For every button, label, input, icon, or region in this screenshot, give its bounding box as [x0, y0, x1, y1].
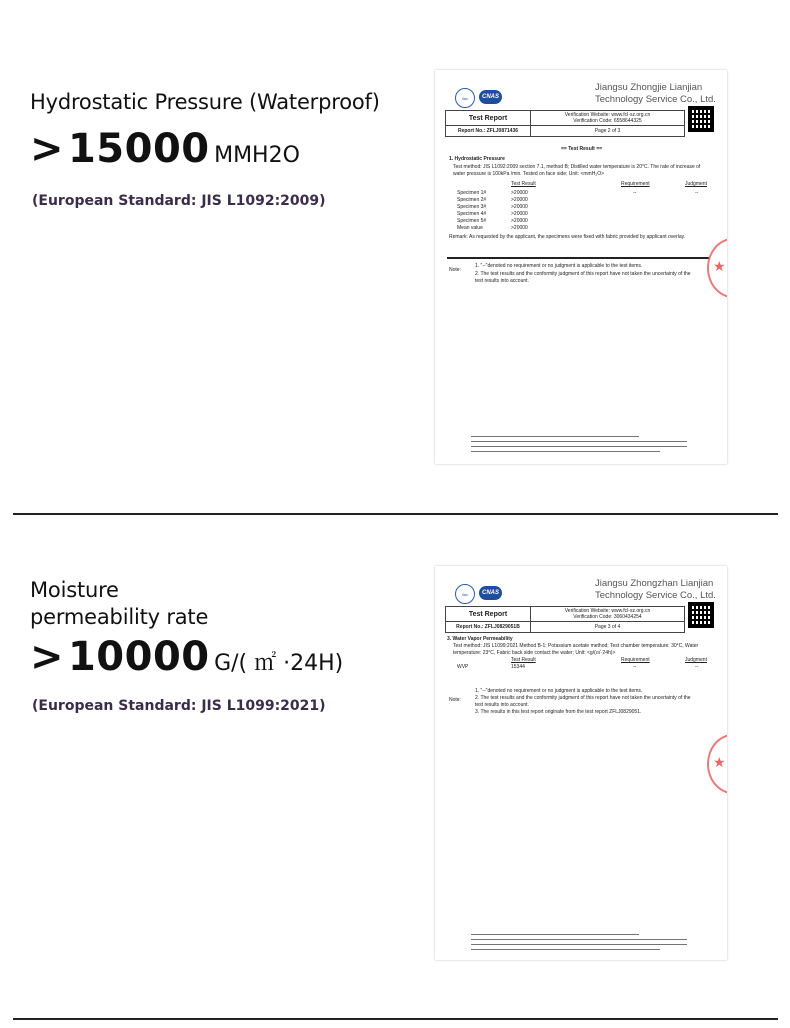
value-number: 10000: [67, 634, 210, 680]
verify-site: Verification Website: www.fcl-sz.org.cn: [564, 112, 651, 118]
test-report-thumbnail: ilac CNAS Jiangsu Zhongjie Lianjian Technology Service Co., Ltd. Test Report Verification Website: www.fcl-sz.org.cn Verification Code: 6558644325 Report No.: ZFLJ0871436 Page 2 of 3 == Test Result == 1. Hydrostatic Pressure Test method: JIS L1092:2009 section 7.1, method B; Distilled water temperature is 20°C. The rate of increase of water pressure is 100kPa /min. Tested on face side; Unit: <mmH₂O> Test Result Requirement Judgment Specimen 1# >20000 -- -- Specimen 2# >20000 Specimen 3# >20000 Specimen 4# >20000 Specimen 5# >20000 Mean value >20000 Remark: As requested by the applicant, the specimens were fixed with fabric provided by applicant overlay. Note: 1. "--"denoted no requirement or no judgment is applicable to the test items. 2. The test results and the conformity judgment of this report have not taken the uncertainty of the test results into account. ★ ▬▬▬▬▬▬▬▬▬▬▬▬▬▬▬▬▬▬▬▬▬▬▬▬▬▬▬▬▬▬▬▬▬▬▬▬▬▬▬▬▬▬▬▬▬▬▬▬▬▬▬▬▬▬▬▬ ▬▬▬▬▬▬▬▬▬▬▬▬▬▬▬▬▬▬▬▬▬▬▬▬▬▬▬▬▬▬▬▬▬▬▬▬▬▬▬▬▬▬▬▬▬▬▬▬▬▬▬▬▬▬▬▬▬▬▬▬▬▬▬▬▬▬▬▬▬▬▬▬ ▬▬▬▬▬▬▬▬▬▬▬▬▬▬▬▬▬▬▬▬▬▬▬▬▬▬▬▬▬▬▬▬▬▬▬▬▬▬▬▬▬▬▬▬▬▬▬▬▬▬▬▬▬▬▬▬▬▬▬▬▬▬▬▬▬▬▬▬▬▬▬▬ ▬▬▬▬▬▬▬▬▬▬▬▬▬▬▬▬▬▬▬▬▬▬▬▬▬▬▬▬▬▬▬▬▬▬▬▬▬▬▬▬▬▬▬▬▬▬▬▬▬▬▬▬▬▬▬▬▬▬▬▬▬▬▬: [435, 70, 727, 464]
test-item: 1. Hydrostatic Pressure: [449, 156, 505, 162]
row-value: >20000: [511, 204, 528, 210]
company-name: [595, 578, 716, 602]
note-1: 1. "--"denoted no requirement or no judgment is applicable to the test items.: [475, 688, 643, 694]
section-title: Hydrostatic Pressure (Waterproof): [30, 90, 380, 114]
remark: Remark: As requested by the applicant, the specimens were fixed with fabric provided by applicant overlay.: [449, 234, 686, 240]
greater-than-sign: >: [30, 634, 64, 680]
row-value: >20000: [511, 211, 528, 217]
section-title-line1: Moisture: [30, 578, 119, 602]
report-header-table: [445, 606, 685, 633]
verify-code: Verification Code: 6558644325: [573, 118, 642, 124]
company-name-line1: Jiangsu Zhongzhan Lianjian: [595, 578, 714, 589]
value-line: [30, 126, 300, 172]
col-judgment: Judgment: [685, 181, 707, 187]
note-3: test results into account.: [475, 278, 529, 284]
note-3: test results into account.: [475, 702, 529, 708]
value-unit: MMH2O: [214, 143, 300, 168]
page-number: Page 3 of 4: [531, 622, 685, 633]
report-number: Report No.: ZFLJ0871436: [446, 126, 531, 137]
company-name-line1: Jiangsu Zhongjie Lianjian: [595, 82, 703, 93]
section-divider: [13, 513, 778, 515]
col-test-result: Test Result: [511, 657, 536, 663]
row-label: Specimen 5#: [457, 218, 487, 224]
test-method: Test method: JIS L1099:2021 Method B-1; Potassium acetate method; Test chamber temperature: 30°C, Water: [453, 643, 699, 649]
test-method-cont: temperature: 23°C, Fabric back side contact the water; Unit: <g/(㎡·24h)>: [453, 650, 616, 656]
verify-info: [531, 607, 685, 622]
standard-label: (European Standard: JIS L1092:2009): [32, 193, 326, 209]
accreditation-logos: [455, 88, 502, 108]
note-2: 2. The test results and the conformity judgment of this report have not taken the uncertainty of the: [475, 695, 691, 701]
footer-fineprint: ▬▬▬▬▬▬▬▬▬▬▬▬▬▬▬▬▬▬▬▬▬▬▬▬▬▬▬▬▬▬▬▬▬▬▬▬▬▬▬▬▬▬▬▬▬▬▬▬▬▬▬▬▬▬▬▬: [471, 932, 639, 936]
col-requirement: Requirement: [621, 181, 650, 187]
company-name-line2: Technology Service Co., Ltd.: [595, 590, 716, 601]
test-item: 3. Water Vapor Permeability: [447, 636, 513, 642]
row-label: WVP: [457, 664, 469, 670]
divider: [447, 257, 709, 259]
note-4: 3. The results in this test report originate from the test report ZFLJ0829051.: [475, 709, 642, 715]
value-line: [30, 634, 343, 680]
col-judgment: Judgment: [685, 657, 707, 663]
standard-label: (European Standard: JIS L1099:2021): [32, 698, 326, 714]
report-number: Report No.: ZFLJ0829051B: [446, 622, 531, 633]
row-value: >20000: [511, 218, 528, 224]
accreditation-logos: [455, 584, 502, 604]
cnas-logo-icon: CNAS: [479, 90, 502, 104]
section-moisture-permeability: [0, 516, 790, 1016]
red-seal-icon: ★: [707, 238, 727, 298]
row-value: >20000: [511, 225, 528, 231]
footer-fineprint: ▬▬▬▬▬▬▬▬▬▬▬▬▬▬▬▬▬▬▬▬▬▬▬▬▬▬▬▬▬▬▬▬▬▬▬▬▬▬▬▬▬▬▬▬▬▬▬▬▬▬▬▬▬▬▬▬: [471, 434, 639, 438]
row-label: Mean value: [457, 225, 483, 231]
note-label: Note:: [449, 267, 461, 273]
report-title: Test Report: [446, 111, 531, 126]
row-value: >20000: [511, 197, 528, 203]
row-requirement: --: [633, 190, 637, 196]
report-title: Test Report: [446, 607, 531, 622]
report-header-table: [445, 110, 685, 137]
test-method: Test method: JIS L1092:2009 section 7.1, method B; Distilled water temperature is 20°C. The rate of increase of: [453, 164, 701, 170]
row-label: Specimen 1#: [457, 190, 487, 196]
verify-code: Verification Code: 3060434254: [573, 614, 642, 620]
test-report-thumbnail: ilac CNAS Jiangsu Zhongzhan Lianjian Technology Service Co., Ltd. Test Report Verification Website: www.fcl-sz.org.cn Verification Code: 3060434254 Report No.: ZFLJ0829051B Page 3 of 4 3. Water Vapor Permeability Test method: JIS L1099:2021 Method B-1; Potassium acetate method; Test chamber temperature: 30°C, Water temperature: 23°C, Fabric back side contact the water; Unit: <g/(㎡·24h)> Test Result Requirement Judgment WVP 15344 -- -- Note: 1. "--"denoted no requirement or no judgment is applicable to the test items. 2. The test results and the conformity judgment of this report have not taken the uncertainty of the test results into account. 3. The results in this test report originate from the test report ZFLJ0829051. ★ ▬▬▬▬▬▬▬▬▬▬▬▬▬▬▬▬▬▬▬▬▬▬▬▬▬▬▬▬▬▬▬▬▬▬▬▬▬▬▬▬▬▬▬▬▬▬▬▬▬▬▬▬▬▬▬▬ ▬▬▬▬▬▬▬▬▬▬▬▬▬▬▬▬▬▬▬▬▬▬▬▬▬▬▬▬▬▬▬▬▬▬▬▬▬▬▬▬▬▬▬▬▬▬▬▬▬▬▬▬▬▬▬▬▬▬▬▬▬▬▬▬▬▬▬▬▬▬▬▬ ▬▬▬▬▬▬▬▬▬▬▬▬▬▬▬▬▬▬▬▬▬▬▬▬▬▬▬▬▬▬▬▬▬▬▬▬▬▬▬▬▬▬▬▬▬▬▬▬▬▬▬▬▬▬▬▬▬▬▬▬▬▬▬▬▬▬▬▬▬▬▬▬ ▬▬▬▬▬▬▬▬▬▬▬▬▬▬▬▬▬▬▬▬▬▬▬▬▬▬▬▬▬▬▬▬▬▬▬▬▬▬▬▬▬▬▬▬▬▬▬▬▬▬▬▬▬▬▬▬▬▬▬▬▬▬▬: [435, 566, 727, 960]
row-requirement: --: [633, 664, 637, 670]
red-seal-icon: ★: [707, 734, 727, 794]
cnas-logo-icon: CNAS: [479, 586, 502, 600]
company-name: [595, 82, 716, 106]
row-judgment: --: [695, 190, 699, 196]
company-name-line2: Technology Service Co., Ltd.: [595, 94, 716, 105]
ilac-mra-logo-icon: ilac: [455, 584, 475, 604]
value-number: 15000: [67, 126, 210, 172]
verify-info: [531, 111, 685, 126]
result-heading: == Test Result ==: [561, 146, 603, 152]
row-label: Specimen 3#: [457, 204, 487, 210]
value-unit: G/( ㎡ ·24H): [214, 651, 344, 676]
col-test-result: Test Result: [511, 181, 536, 187]
qr-code-icon: [688, 106, 714, 132]
ilac-mra-logo-icon: ilac: [455, 88, 475, 108]
note-2: 2. The test results and the conformity judgment of this report have not taken the uncertainty of the: [475, 271, 691, 277]
greater-than-sign: >: [30, 126, 64, 172]
section-divider: [13, 1018, 778, 1020]
section-title-line2: permeability rate: [30, 605, 209, 629]
page-number: Page 2 of 3: [531, 126, 685, 137]
note-1: 1. "--"denoted no requirement or no judgment is applicable to the test items.: [475, 263, 643, 269]
note-label: Note:: [449, 697, 461, 703]
row-value: >20000: [511, 190, 528, 196]
qr-code-icon: [688, 602, 714, 628]
row-label: Specimen 4#: [457, 211, 487, 217]
row-label: Specimen 2#: [457, 197, 487, 203]
row-judgment: --: [695, 664, 699, 670]
verify-site: Verification Website: www.fcl-sz.org.cn: [564, 608, 651, 614]
row-value: 15344: [511, 664, 525, 670]
col-requirement: Requirement: [621, 657, 650, 663]
test-method-cont: water pressure is 100kPa /min. Tested on face side; Unit: <mmH₂O>: [453, 171, 605, 177]
